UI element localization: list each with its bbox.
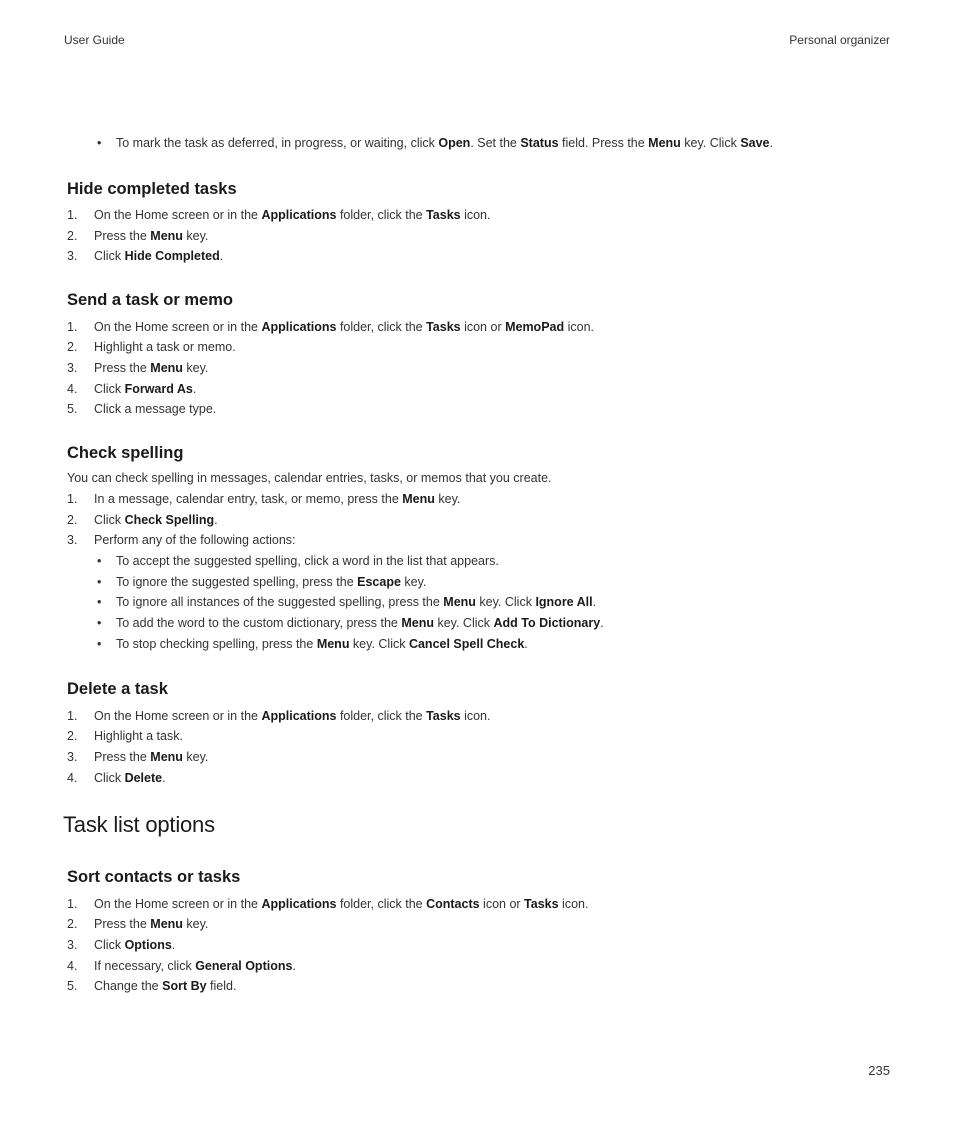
text-segment: Highlight a task. <box>94 729 183 743</box>
text-segment: folder, click the <box>336 208 427 222</box>
step-number: 4. <box>67 959 78 973</box>
text-segment: To add the word to the custom dictionary, press the <box>116 616 402 630</box>
ui-term: Menu <box>150 229 183 243</box>
step-number: 3. <box>67 938 78 952</box>
bullet-marker: • <box>97 595 102 609</box>
text-segment: field. <box>206 979 237 993</box>
step-number: 1. <box>67 709 78 723</box>
list-item <box>116 574 426 590</box>
list-item <box>94 228 208 244</box>
list-item <box>94 401 216 417</box>
ui-term: Forward As <box>124 382 193 396</box>
text-segment: To stop checking spelling, press the <box>116 637 317 651</box>
text-segment: If necessary, click <box>94 959 196 973</box>
ui-term: Menu <box>443 595 476 609</box>
list-item <box>116 553 499 569</box>
ui-term: Check Spelling <box>124 513 215 527</box>
ui-term: MemoPad <box>505 320 565 334</box>
text-segment: On the Home screen or in the <box>94 709 262 723</box>
step-number: 4. <box>67 771 78 785</box>
step-number: 2. <box>67 513 78 527</box>
text-segment: key. Click <box>433 616 494 630</box>
text-segment: To ignore all instances of the suggested spelling, press the <box>116 595 444 609</box>
text-segment: . <box>162 771 166 785</box>
text-segment: To ignore the suggested spelling, press the <box>116 575 358 589</box>
list-item <box>94 978 236 994</box>
ui-term: Applications <box>261 208 337 222</box>
text-segment: In a message, calendar entry, task, or memo, press the <box>94 492 403 506</box>
text-segment: . <box>524 637 528 651</box>
ui-term: Tasks <box>426 320 461 334</box>
list-item <box>94 512 218 528</box>
list-item <box>94 248 223 264</box>
text-segment: folder, click the <box>336 709 427 723</box>
text-segment: Press the <box>94 917 151 931</box>
text-segment: key. <box>182 750 209 764</box>
section-heading: Hide completed tasks <box>67 180 237 198</box>
ui-term: Menu <box>150 750 183 764</box>
step-number: 2. <box>67 729 78 743</box>
text-segment: icon. <box>460 709 491 723</box>
step-number: 2. <box>67 917 78 931</box>
running-header-right: Personal organizer <box>789 33 890 47</box>
ui-term: Options <box>124 938 172 952</box>
text-segment: folder, click the <box>336 897 427 911</box>
text-segment: field. Press the <box>558 136 649 150</box>
text-segment: Press the <box>94 361 151 375</box>
list-item <box>94 896 588 912</box>
list-item <box>94 749 208 765</box>
running-header-left: User Guide <box>64 33 125 47</box>
chapter-heading: Task list options <box>63 812 215 837</box>
list-item <box>94 339 236 355</box>
ui-term: Tasks <box>426 709 461 723</box>
ui-term: Hide Completed <box>124 249 220 263</box>
text-segment: Click a message type. <box>94 402 217 416</box>
step-number: 2. <box>67 229 78 243</box>
ui-term: Add To Dictionary <box>493 616 601 630</box>
list-item <box>116 615 604 631</box>
ui-term: Open <box>438 136 471 150</box>
text-segment: . <box>592 595 597 609</box>
text-segment: Click <box>94 382 125 396</box>
section-heading: Check spelling <box>67 444 184 462</box>
step-number: 3. <box>67 249 78 263</box>
text-segment: On the Home screen or in the <box>94 897 262 911</box>
ui-term: Menu <box>150 361 183 375</box>
text-segment: On the Home screen or in the <box>94 320 262 334</box>
ui-term: Save <box>740 136 770 150</box>
list-item <box>94 491 460 507</box>
text-segment: . <box>292 959 296 973</box>
text-segment: Click <box>94 938 125 952</box>
bullet-marker: • <box>97 136 102 150</box>
text-segment: To mark the task as deferred, in progress, or waiting, click <box>116 136 439 150</box>
text-segment: . <box>214 513 218 527</box>
step-number: 5. <box>67 979 78 993</box>
bullet-marker: • <box>97 554 102 568</box>
ui-term: Tasks <box>426 208 461 222</box>
ui-term: Menu <box>402 492 435 506</box>
text-segment: key. Click <box>475 595 536 609</box>
section-heading: Delete a task <box>67 680 168 698</box>
list-item <box>94 360 208 376</box>
step-number: 3. <box>67 361 78 375</box>
text-segment: . <box>171 938 176 952</box>
text-segment: To accept the suggested spelling, click a word in the list that appears. <box>116 554 499 568</box>
text-segment: icon or <box>479 897 525 911</box>
text-segment: Change the <box>94 979 163 993</box>
step-number: 3. <box>67 533 78 547</box>
ui-term: Menu <box>401 616 434 630</box>
text-segment: Perform any of the following actions: <box>94 533 296 547</box>
list-item <box>94 728 183 744</box>
section-intro: You can check spelling in messages, calendar entries, tasks, or memos that you create. <box>67 471 552 485</box>
text-segment: . Set the <box>470 136 521 150</box>
text-segment: key. <box>400 575 427 589</box>
section-heading: Send a task or memo <box>67 291 233 309</box>
list-item <box>94 708 491 724</box>
list-item <box>116 594 596 610</box>
ui-term: Delete <box>124 771 163 785</box>
step-number: 4. <box>67 382 78 396</box>
text-segment: icon. <box>564 320 595 334</box>
page-number: 235 <box>868 1063 890 1078</box>
list-item <box>94 381 196 397</box>
list-item <box>94 916 208 932</box>
ui-term: Escape <box>357 575 401 589</box>
step-number: 3. <box>67 750 78 764</box>
list-item <box>94 770 166 786</box>
text-segment: icon. <box>558 897 589 911</box>
list-item <box>94 207 491 223</box>
ui-term: Applications <box>261 709 337 723</box>
text-segment: Click <box>94 513 125 527</box>
ui-term: Tasks <box>524 897 559 911</box>
ui-term: Applications <box>261 320 337 334</box>
step-number: 1. <box>67 208 78 222</box>
list-item <box>94 532 296 548</box>
text-segment: key. Click <box>349 637 409 651</box>
text-segment: key. <box>434 492 461 506</box>
list-item <box>94 319 594 335</box>
text-segment: icon or <box>460 320 506 334</box>
bullet-marker: • <box>97 637 102 651</box>
text-segment: key. <box>182 361 209 375</box>
section-heading: Sort contacts or tasks <box>67 868 241 886</box>
ui-term: Ignore All <box>535 595 593 609</box>
ui-term: Menu <box>150 917 183 931</box>
text-segment: Click <box>94 771 125 785</box>
step-number: 1. <box>67 897 78 911</box>
list-item <box>116 636 528 652</box>
text-segment: key. <box>182 229 209 243</box>
bullet-marker: • <box>97 575 102 589</box>
list-item <box>94 937 175 953</box>
text-segment: . <box>600 616 604 630</box>
text-segment: . <box>192 382 197 396</box>
step-number: 1. <box>67 492 78 506</box>
ui-term: General Options <box>195 959 293 973</box>
ui-term: Sort By <box>162 979 207 993</box>
text-segment: Click <box>94 249 125 263</box>
list-item <box>116 135 773 151</box>
text-segment: Press the <box>94 229 151 243</box>
text-segment: key. Click <box>680 136 741 150</box>
list-item <box>94 958 296 974</box>
ui-term: Status <box>520 136 559 150</box>
text-segment: Press the <box>94 750 151 764</box>
text-segment: . <box>769 136 773 150</box>
step-number: 2. <box>67 340 78 354</box>
text-segment: On the Home screen or in the <box>94 208 262 222</box>
ui-term: Cancel Spell Check <box>408 637 525 651</box>
text-segment: key. <box>182 917 209 931</box>
ui-term: Applications <box>261 897 337 911</box>
ui-term: Menu <box>648 136 681 150</box>
text-segment: folder, click the <box>336 320 427 334</box>
ui-term: Contacts <box>426 897 480 911</box>
ui-term: Menu <box>316 637 350 651</box>
step-number: 5. <box>67 402 78 416</box>
step-number: 1. <box>67 320 78 334</box>
text-segment: Highlight a task or memo. <box>94 340 236 354</box>
text-segment: icon. <box>460 208 491 222</box>
text-segment: . <box>219 249 224 263</box>
bullet-marker: • <box>97 616 102 630</box>
